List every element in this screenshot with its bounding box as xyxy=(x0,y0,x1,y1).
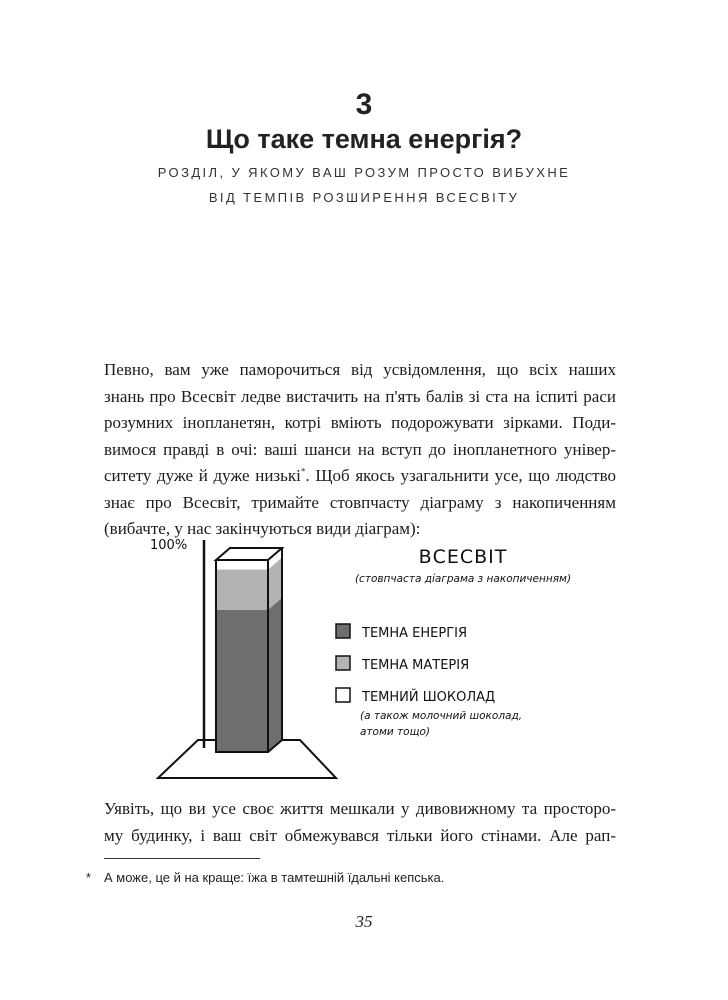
page-number: 35 xyxy=(355,912,373,931)
legend-label-dark-energy: ТЕМНА ЕНЕРГІЯ xyxy=(362,626,468,641)
chart-title: ВСЕСВІТ xyxy=(418,546,508,568)
chapter-number: 3 xyxy=(355,88,373,121)
paragraph-line: (вибачте, у нас закінчуються види діаграм): xyxy=(104,519,421,538)
legend-label-dark-chocolate: ТЕМНИЙ ШОКОЛАД xyxy=(362,690,496,705)
footnote xyxy=(86,870,626,885)
footnote-text: А може, це й на краще: їжа в тамтешній їдальні кепська. xyxy=(104,870,445,885)
y-tick-label: 100% xyxy=(150,538,188,553)
chart-subtitle: (стовпчаста діаграма з накопиченням) xyxy=(354,573,572,585)
legend-swatch-dark-energy xyxy=(336,624,350,638)
paragraph-line: вимося правді в очі: ваші шанси на вступ до інопланетного універ- xyxy=(104,439,616,459)
legend-note-line-2: атоми тощо) xyxy=(360,726,431,738)
body-paragraph-2 xyxy=(104,796,616,849)
body-paragraph-1 xyxy=(104,357,616,543)
bar-segment-front-2 xyxy=(216,560,268,570)
paragraph-line-end: . Щоб якось узагальнити усе, що людство xyxy=(305,466,616,485)
chapter-subtitle-line-2: ВІД ТЕМПІВ РОЗШИРЕННЯ ВСЕСВІТУ xyxy=(208,190,520,205)
paragraph-line: розумних інопланетян, котрі вміють подорожувати зірками. Поди- xyxy=(104,413,616,432)
chapter-subtitle-line-1: РОЗДІЛ, У ЯКОМУ ВАШ РОЗУМ ПРОСТО ВИБУХНЕ xyxy=(157,165,571,180)
paragraph-line: знає про Всесвіт, тримайте стовпчасту діаграму з накопиченням xyxy=(104,492,616,512)
footnote-divider xyxy=(104,858,260,859)
bar-segment-front-0 xyxy=(216,610,268,752)
legend-label-dark-matter: ТЕМНА МАТЕРІЯ xyxy=(362,658,470,673)
chapter-title: Що таке темна енергія? xyxy=(205,124,523,154)
footnote-marker: * xyxy=(86,870,92,885)
paragraph-line-with-footnote xyxy=(104,463,616,490)
legend-swatch-dark-chocolate xyxy=(336,688,350,702)
legend xyxy=(336,624,522,738)
stacked-bar-chart xyxy=(138,530,600,790)
legend-note-line-1: (а також молочний шоколад, xyxy=(360,710,523,722)
bar-group xyxy=(216,548,282,752)
bar-segment-side-0 xyxy=(268,598,282,752)
legend-swatch-dark-matter xyxy=(336,656,350,670)
paragraph-line-start: ситету дуже й дуже низькі xyxy=(104,466,301,485)
bar-segment-front-1 xyxy=(216,570,268,610)
paragraph-line: му будинку, і ваш світ обмежувався тільки його стінами. Але рап- xyxy=(104,825,616,845)
paragraph-line: Уявіть, що ви усе своє життя мешкали у дивовижному та просторо- xyxy=(104,799,616,818)
paragraph-line: Певно, вам уже паморочиться від усвідомлення, що всіх наших xyxy=(104,360,616,379)
paragraph-line: знань про Всесвіт ледве вистачить на п'ять балів зі ста на іспиті раси xyxy=(104,386,616,406)
footnote-reference[interactable]: * xyxy=(300,466,306,477)
